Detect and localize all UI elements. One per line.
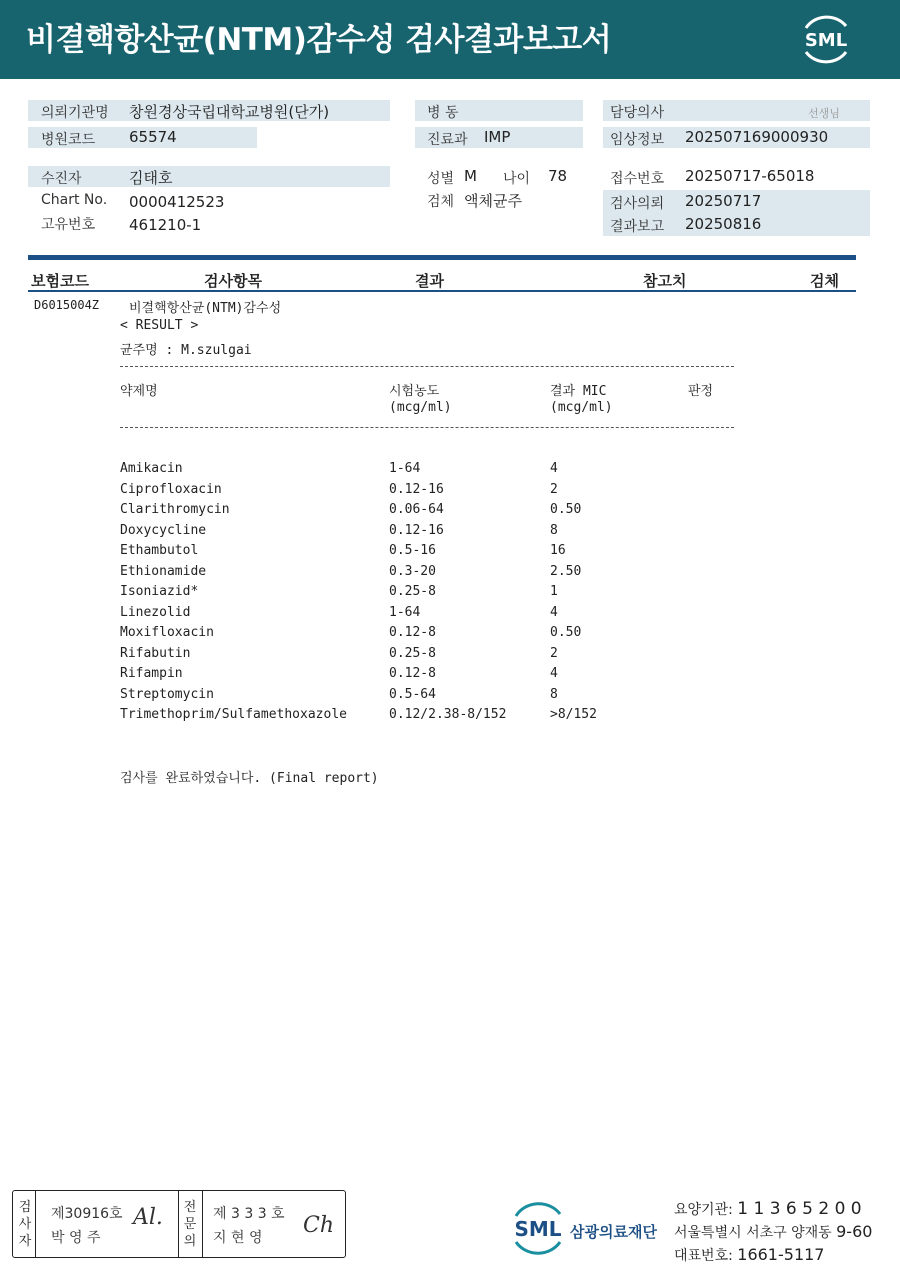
drug-test-range: 0.12-8 xyxy=(389,666,436,681)
drug-mic-result: 4 xyxy=(550,605,558,620)
doctor-label: 담당의사 xyxy=(610,105,665,121)
receipt-value: 20250717-65018 xyxy=(685,167,815,185)
svg-text:SML: SML xyxy=(514,1217,562,1241)
drug-test-range: 0.12-8 xyxy=(389,625,436,640)
drug-name: Amikacin xyxy=(120,461,183,476)
drug-name: Ciprofloxacin xyxy=(120,482,222,497)
final-report-note: 검사를 완료하였습니다. (Final report) xyxy=(120,771,379,786)
clinical-value: 202507169000930 xyxy=(685,128,829,146)
patient-label: 수진자 xyxy=(41,171,82,187)
footer-sml-logo xyxy=(508,1198,568,1258)
department-value: IMP xyxy=(484,128,511,146)
drug-mic-result: 4 xyxy=(550,461,558,476)
drug-test-range: 0.12-16 xyxy=(389,523,444,538)
drug-mic-result: 16 xyxy=(550,543,566,558)
drug-test-range: 1-64 xyxy=(389,605,421,620)
header-result: 결과 xyxy=(415,272,444,290)
result-tag: < RESULT > xyxy=(120,318,199,333)
specialist-signature: Ch xyxy=(303,1213,335,1238)
col-test-conc: 시험농도 xyxy=(389,384,440,399)
ward-label: 병 동 xyxy=(427,105,459,121)
col-mic: 결과 MIC xyxy=(550,384,607,399)
sex-value: M xyxy=(464,167,477,185)
chart-value: 0000412523 xyxy=(129,193,225,211)
drug-name: Doxycycline xyxy=(120,523,207,538)
department-label: 진료과 xyxy=(427,132,468,148)
col-drug-name: 약제명 xyxy=(120,384,158,399)
specimen-value: 액체균주 xyxy=(464,192,522,210)
drug-mic-result: >8/152 xyxy=(550,707,597,722)
receipt-label: 접수번호 xyxy=(610,171,665,187)
tester-label: 검 사 자 xyxy=(18,1200,32,1249)
drug-name: Ethionamide xyxy=(120,564,207,579)
col-judgement: 판정 xyxy=(688,384,714,399)
dashed-rule-bottom xyxy=(120,427,734,428)
drug-mic-result: 2 xyxy=(550,646,558,661)
table-header-rule xyxy=(28,290,856,292)
drug-test-range: 0.12-16 xyxy=(389,482,444,497)
drug-mic-result: 2.50 xyxy=(550,564,582,579)
report-title: 비결핵항산균(NTM)감수성 검사결과보고서 xyxy=(26,22,612,58)
section-divider xyxy=(28,255,856,260)
chart-label: Chart No. xyxy=(41,192,108,208)
specimen-label: 검체 xyxy=(427,194,455,210)
institution-value: 창원경상국립대학교병원(단가) xyxy=(129,103,330,121)
drug-name: Isoniazid* xyxy=(120,584,199,599)
tester-signature: Al. xyxy=(133,1205,163,1230)
tester-name: 박 영 주 xyxy=(51,1230,101,1246)
footer-org-name: 삼광의료재단 xyxy=(570,1223,657,1241)
drug-name: Rifampin xyxy=(120,666,183,681)
footer-institution-no: 요양기관: 1 1 3 6 5 2 0 0 xyxy=(674,1199,862,1219)
drug-test-range: 0.3-20 xyxy=(389,564,436,579)
age-value: 78 xyxy=(548,167,568,185)
specialist-label: 전 문 의 xyxy=(183,1200,197,1249)
id-value: 461210-1 xyxy=(129,216,202,234)
drug-test-range: 0.25-8 xyxy=(389,646,436,661)
col-mic-unit: (mcg/ml) xyxy=(550,400,613,415)
drug-mic-result: 8 xyxy=(550,523,558,538)
report-date-value: 20250816 xyxy=(685,215,762,233)
organism-name: 균주명 : M.szulgai xyxy=(120,343,252,358)
svg-text:SML: SML xyxy=(804,30,848,51)
sex-label: 성별 xyxy=(427,171,455,187)
insurance-code: D6015004Z xyxy=(34,298,100,312)
header-specimen: 검체 xyxy=(810,272,839,290)
drug-mic-result: 8 xyxy=(550,687,558,702)
drug-test-range: 0.25-8 xyxy=(389,584,436,599)
drug-name: Linezolid xyxy=(120,605,191,620)
drug-mic-result: 2 xyxy=(550,482,558,497)
sml-logo xyxy=(798,14,854,64)
dashed-rule-top xyxy=(120,366,734,367)
drug-name: Streptomycin xyxy=(120,687,214,702)
drug-name: Rifabutin xyxy=(120,646,191,661)
request-label: 검사의뢰 xyxy=(610,196,665,212)
report-header xyxy=(0,0,900,79)
hospital-code-value: 65574 xyxy=(129,128,177,146)
header-insurance-code: 보험코드 xyxy=(31,272,89,290)
drug-test-range: 0.5-16 xyxy=(389,543,436,558)
institution-label: 의뢰기관명 xyxy=(41,105,109,121)
drug-test-range: 0.12/2.38-8/152 xyxy=(389,707,507,722)
age-label: 나이 xyxy=(503,171,531,187)
doctor-suffix: 선생님 xyxy=(808,107,840,120)
drug-mic-result: 0.50 xyxy=(550,502,582,517)
test-name: 비결핵항산균(NTM)감수성 xyxy=(129,301,282,316)
header-test-item: 검사항목 xyxy=(204,272,262,290)
col-test-conc-unit: (mcg/ml) xyxy=(389,400,452,415)
specialist-license-no: 제 3 3 3 호 xyxy=(213,1206,285,1222)
drug-mic-result: 4 xyxy=(550,666,558,681)
drug-test-range: 1-64 xyxy=(389,461,421,476)
drug-name: Ethambutol xyxy=(120,543,199,558)
drug-test-range: 0.06-64 xyxy=(389,502,444,517)
hospital-code-label: 병원코드 xyxy=(41,132,96,148)
drug-mic-result: 0.50 xyxy=(550,625,582,640)
patient-value: 김태호 xyxy=(129,169,173,187)
specialist-name: 지 현 영 xyxy=(213,1230,263,1246)
footer-address: 서울특별시 서초구 양재동 9-60 xyxy=(674,1222,873,1241)
signature-box xyxy=(12,1190,346,1258)
patient-row xyxy=(28,166,390,187)
drug-name: Trimethoprim/Sulfamethoxazole xyxy=(120,707,347,722)
report-date-label: 결과보고 xyxy=(610,219,665,235)
drug-test-range: 0.5-64 xyxy=(389,687,436,702)
request-value: 20250717 xyxy=(685,192,762,210)
drug-name: Clarithromycin xyxy=(120,502,230,517)
header-reference: 참고치 xyxy=(643,272,687,290)
clinical-label: 임상정보 xyxy=(610,132,665,148)
footer-phone: 대표번호: 1661-5117 xyxy=(674,1245,825,1264)
drug-mic-result: 1 xyxy=(550,584,558,599)
id-label: 고유번호 xyxy=(41,217,96,233)
tester-license-no: 제30916호 xyxy=(51,1206,123,1222)
drug-name: Moxifloxacin xyxy=(120,625,214,640)
